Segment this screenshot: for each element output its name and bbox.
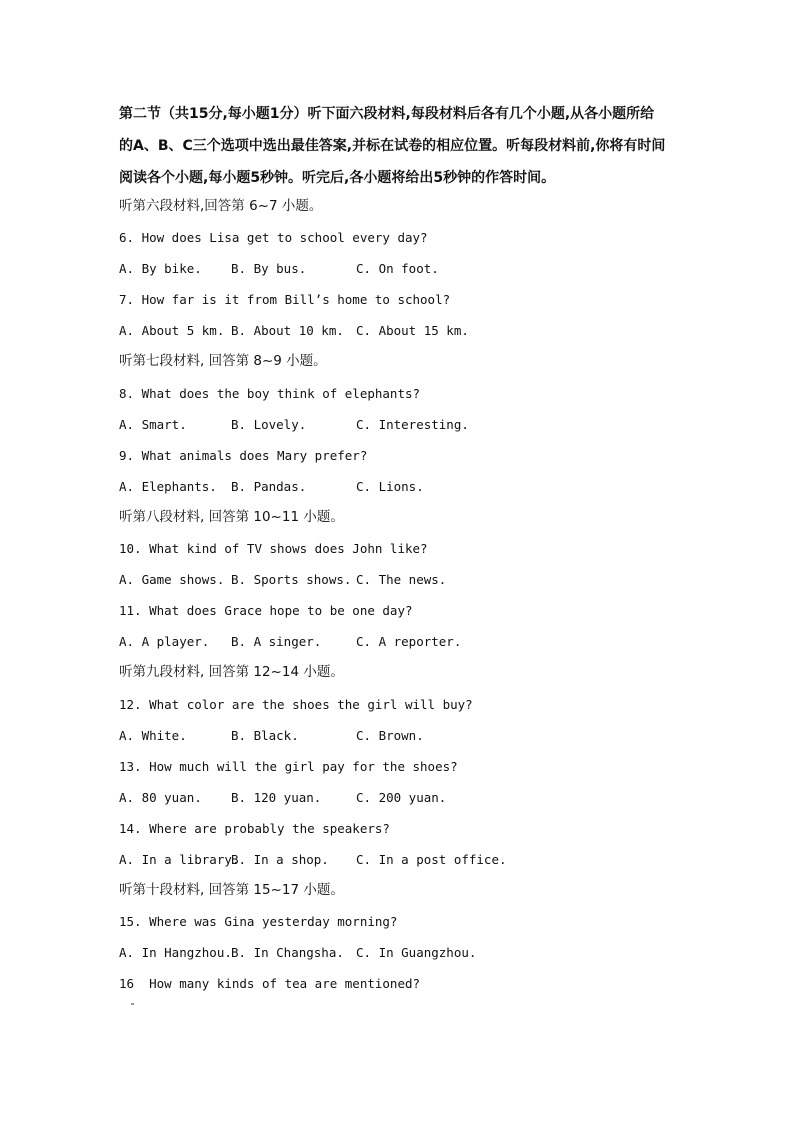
answer-option: C. Lions. bbox=[356, 478, 424, 494]
answer-option: A. 80 yuan. bbox=[119, 789, 202, 805]
answer-options bbox=[119, 626, 719, 657]
answer-option: B. Sports shows. bbox=[231, 572, 352, 588]
instruction-line: 的A、B、C三个选项中选出最佳答案,并标在试卷的相应位置。听每段材料前,你将有时间 bbox=[119, 138, 666, 154]
section-instructions bbox=[119, 98, 675, 194]
answer-option: A. By bike. bbox=[119, 261, 202, 277]
answer-option: C. Interesting. bbox=[356, 416, 469, 432]
answer-option: B. Pandas. bbox=[231, 478, 307, 494]
question: 15. Where was Gina yesterday morning? bbox=[119, 914, 398, 930]
question: 7. How far is it from Bill’s home to school? bbox=[119, 292, 451, 308]
answer-option: C. A reporter. bbox=[356, 634, 462, 650]
answer-option: A. Smart. bbox=[119, 416, 187, 432]
answer-options bbox=[119, 471, 719, 502]
question: 8. What does the boy think of elephants? bbox=[119, 385, 421, 401]
answer-option: A. White. bbox=[119, 727, 187, 743]
question: 6. How does Lisa get to school every day? bbox=[119, 230, 428, 246]
answer-option: B. Lovely. bbox=[231, 416, 307, 432]
answer-option: B. In Changsha. bbox=[231, 945, 344, 961]
answer-option: A. In a library. bbox=[119, 851, 240, 867]
answer-option: C. On foot. bbox=[356, 261, 439, 277]
answer-option: B. A singer. bbox=[231, 634, 322, 650]
question: 12. What color are the shoes the girl will buy? bbox=[119, 696, 473, 712]
scan-mark bbox=[131, 1003, 134, 1005]
answer-option: B. By bus. bbox=[231, 261, 307, 277]
answer-option: A. In Hangzhou. bbox=[119, 945, 232, 961]
answer-option: B. About 10 km. bbox=[231, 323, 344, 339]
answer-option: A. Game shows. bbox=[119, 572, 225, 588]
answer-options bbox=[119, 720, 719, 751]
answer-option: C. The news. bbox=[356, 572, 447, 588]
answer-options bbox=[119, 844, 719, 875]
material-heading: 听第九段材料, 回答第 12~14 小题。 bbox=[119, 664, 344, 681]
question-list bbox=[119, 191, 719, 999]
question: 9. What animals does Mary prefer? bbox=[119, 447, 368, 463]
answer-option: C. In a post office. bbox=[356, 851, 507, 867]
answer-options bbox=[119, 253, 719, 284]
answer-option: C. Brown. bbox=[356, 727, 424, 743]
material-heading: 听第十段材料, 回答第 15~17 小题。 bbox=[119, 882, 344, 899]
answer-option: C. About 15 km. bbox=[356, 323, 469, 339]
answer-options bbox=[119, 937, 719, 968]
answer-option: C. 200 yuan. bbox=[356, 789, 447, 805]
material-heading: 听第八段材料, 回答第 10~11 小题。 bbox=[119, 508, 344, 525]
material-heading: 听第六段材料,回答第 6~7 小题。 bbox=[119, 198, 323, 214]
answer-option: A. A player. bbox=[119, 634, 210, 650]
answer-options bbox=[119, 782, 719, 813]
answer-options bbox=[119, 315, 719, 346]
question: 11. What does Grace hope to be one day? bbox=[119, 603, 413, 619]
question: 13. How much will the girl pay for the shoes? bbox=[119, 758, 458, 774]
question: 10. What kind of TV shows does John like? bbox=[119, 541, 428, 557]
answer-option: C. In Guangzhou. bbox=[356, 945, 477, 961]
answer-option: B. 120 yuan. bbox=[231, 789, 322, 805]
material-heading: 听第七段材料, 回答第 8~9 小题。 bbox=[119, 353, 327, 370]
answer-options bbox=[119, 409, 719, 440]
answer-option: A. Elephants. bbox=[119, 478, 217, 494]
answer-option: A. About 5 km. bbox=[119, 323, 225, 339]
instruction-line: 阅读各个小题,每小题5秒钟。听完后,各小题将给出5秒钟的作答时间。 bbox=[119, 170, 556, 186]
answer-option: B. In a shop. bbox=[231, 851, 329, 867]
answer-options bbox=[119, 564, 719, 595]
question: 16 How many kinds of tea are mentioned? bbox=[119, 976, 421, 992]
instruction-line: 第二节（共15分,每小题1分）听下面六段材料,每段材料后各有几个小题,从各小题所给 bbox=[119, 106, 655, 122]
answer-option: B. Black. bbox=[231, 727, 299, 743]
question: 14. Where are probably the speakers? bbox=[119, 820, 390, 836]
